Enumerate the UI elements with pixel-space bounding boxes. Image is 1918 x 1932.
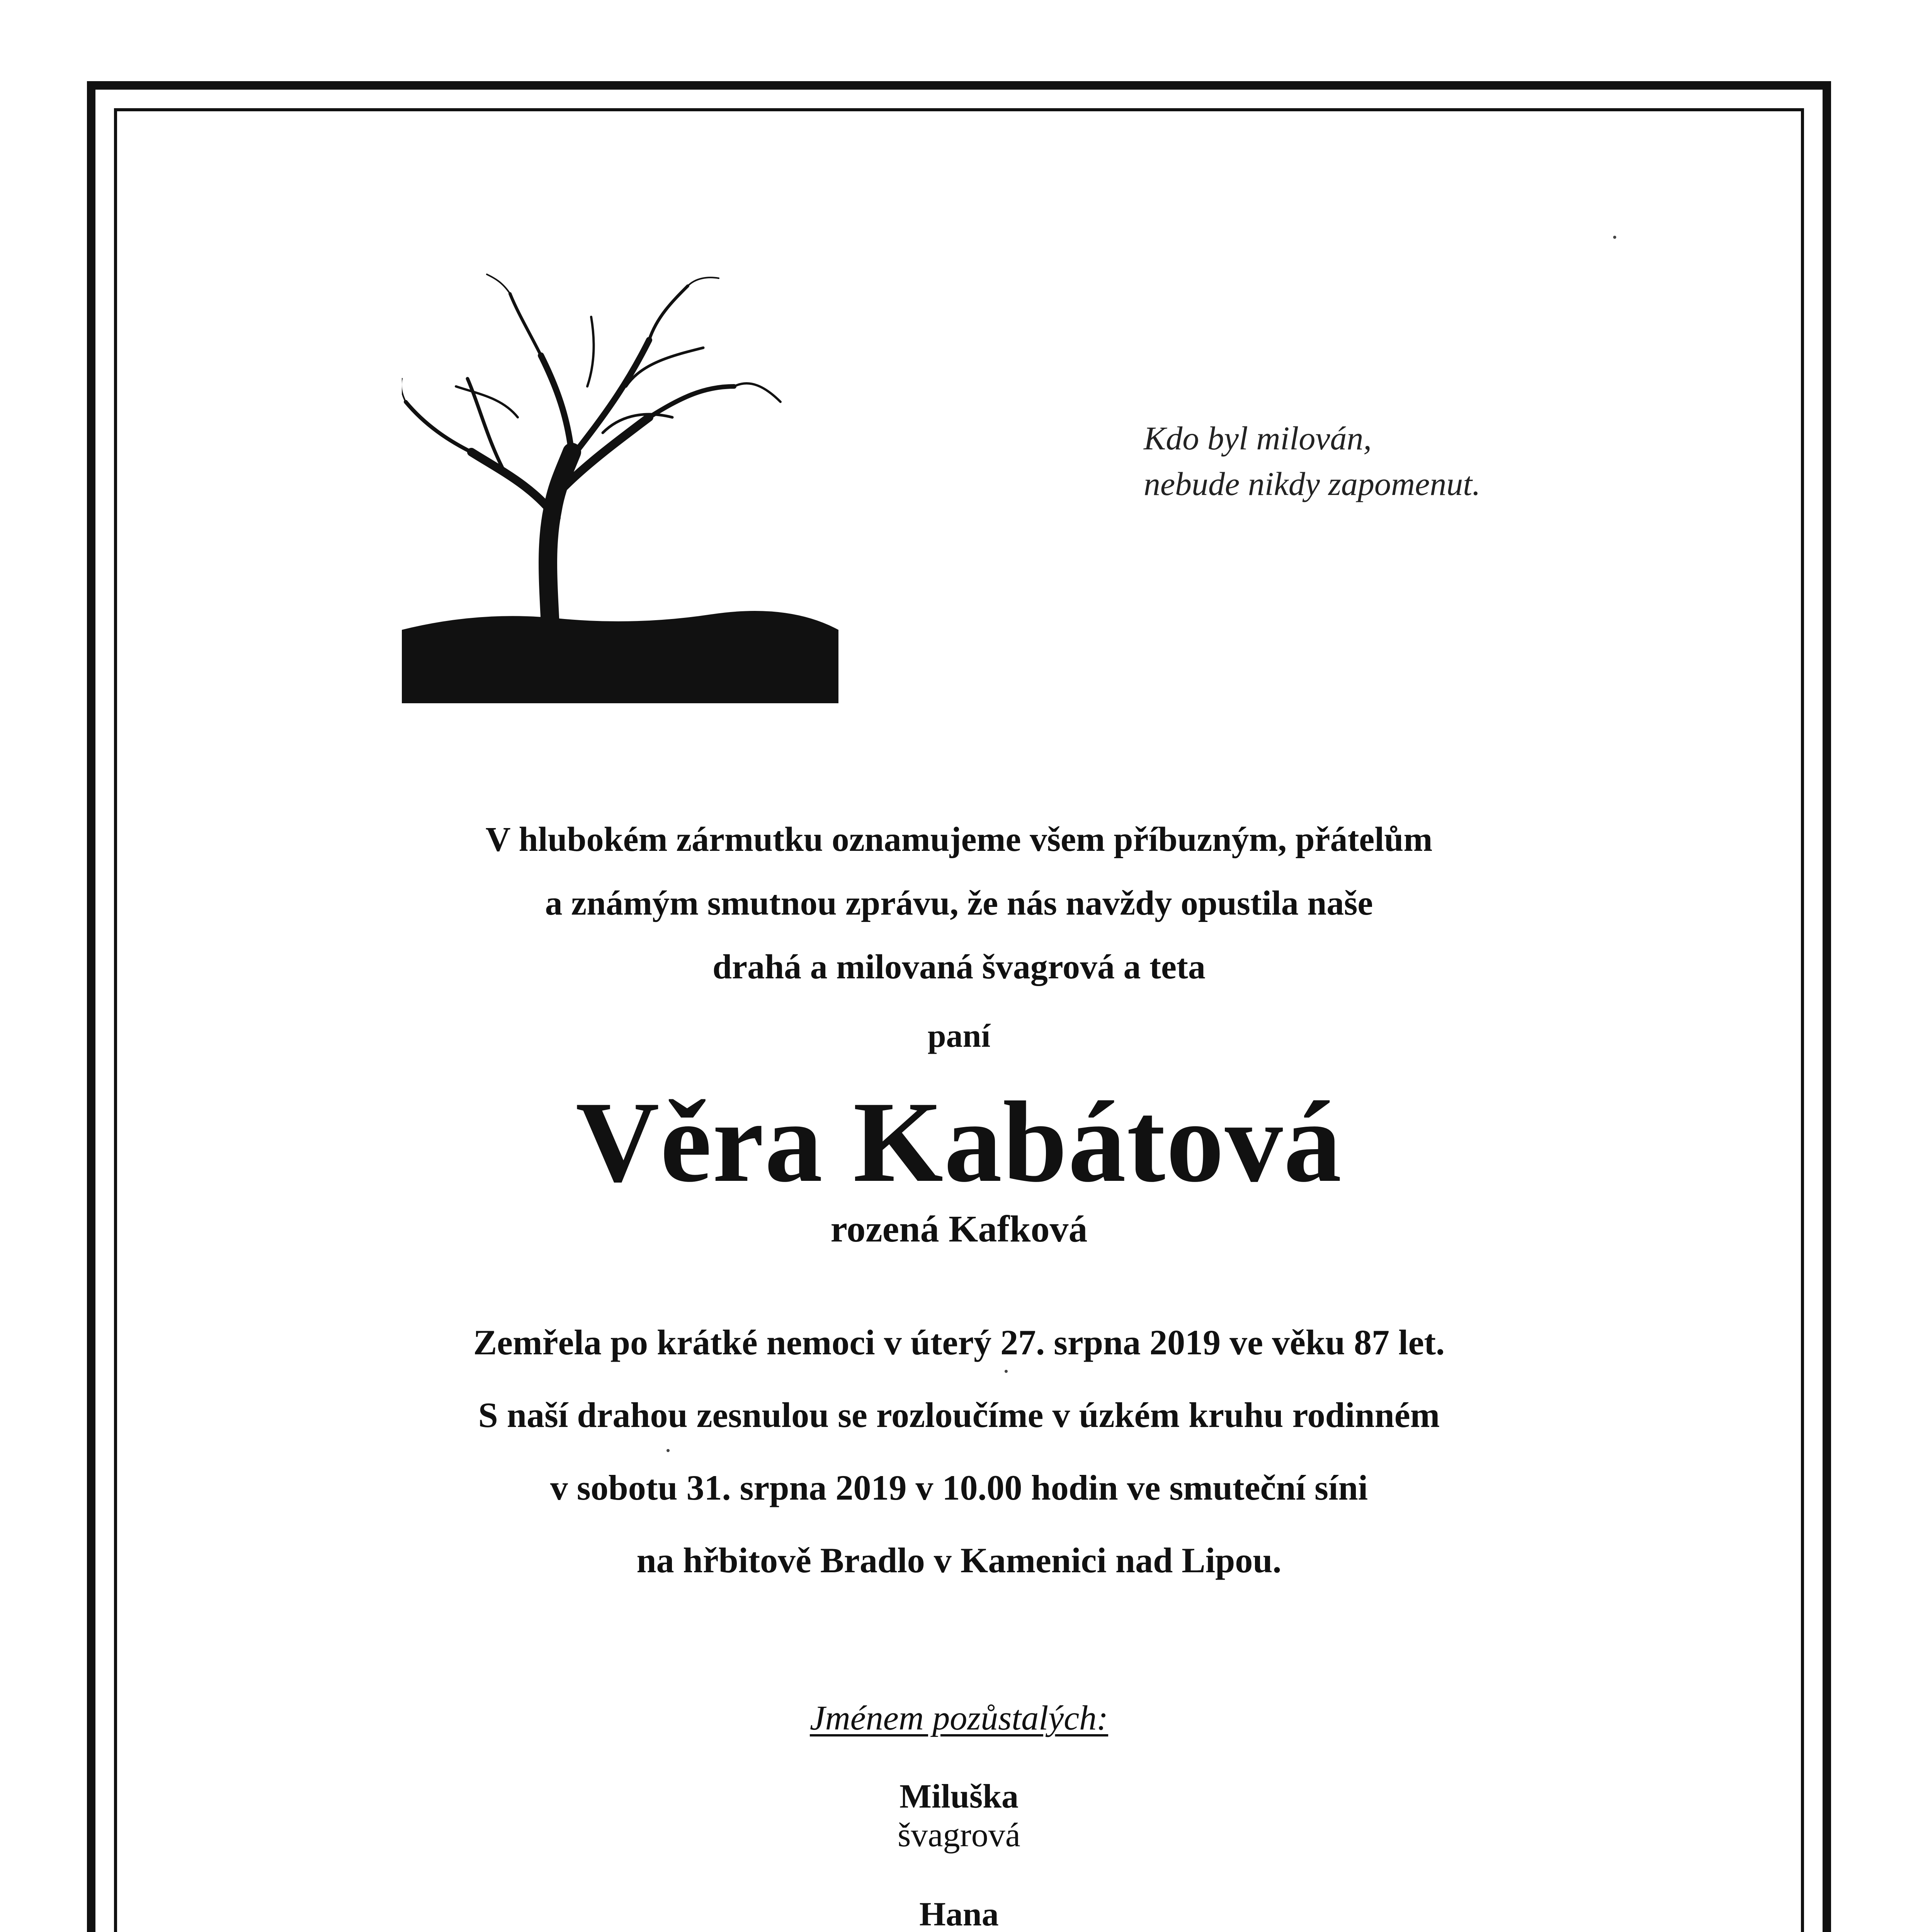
scan-speck (1613, 236, 1616, 239)
survivor-name: Hana (919, 1896, 999, 1932)
honorific: paní (927, 1017, 991, 1054)
details-line-2: S naší drahou zesnulou se rozloučíme v úzkém kruhu rodinném (478, 1395, 1440, 1435)
funeral-details (0, 1306, 1918, 1597)
intro-line-3: drahá a milovaná švagrová a teta (712, 948, 1206, 986)
tree-illustration (402, 270, 838, 703)
details-line-3: v sobotu 31. srpna 2019 v 10.00 hodin ve smuteční síni (550, 1468, 1368, 1507)
on-behalf-label: Jménem pozůstalých: (809, 1699, 1109, 1737)
on-behalf-heading (0, 1698, 1918, 1738)
announcement-intro (0, 808, 1918, 999)
deceased-name: Věra Kabátová (575, 1078, 1343, 1206)
intro-line-1: V hlubokém zármutku oznamujeme všem příbuzným, přátelům (485, 820, 1433, 859)
scan-speck (667, 1449, 670, 1452)
motto-line-2: nebude nikdy zapomenut. (1144, 465, 1481, 502)
survivor-entry (0, 1777, 1918, 1855)
intro-line-2: a známým smutnou zprávu, že nás navždy opustila naše (545, 884, 1373, 922)
motto (1144, 415, 1723, 507)
scan-speck (1005, 1370, 1008, 1373)
maiden-name: rozená Kafková (830, 1208, 1088, 1250)
mourning-frame-outer (87, 81, 1831, 1932)
details-line-1: Zemřela po krátké nemoci v úterý 27. srpna 2019 ve věku 87 let. (473, 1323, 1445, 1362)
survivor-entry (0, 1895, 1918, 1932)
survivor-name: Miluška (899, 1778, 1019, 1815)
survivor-relation: švagrová (898, 1816, 1020, 1854)
motto-line-1: Kdo byl milován, (1144, 420, 1372, 457)
details-line-4: na hřbitově Bradlo v Kamenici nad Lipou. (636, 1541, 1282, 1580)
